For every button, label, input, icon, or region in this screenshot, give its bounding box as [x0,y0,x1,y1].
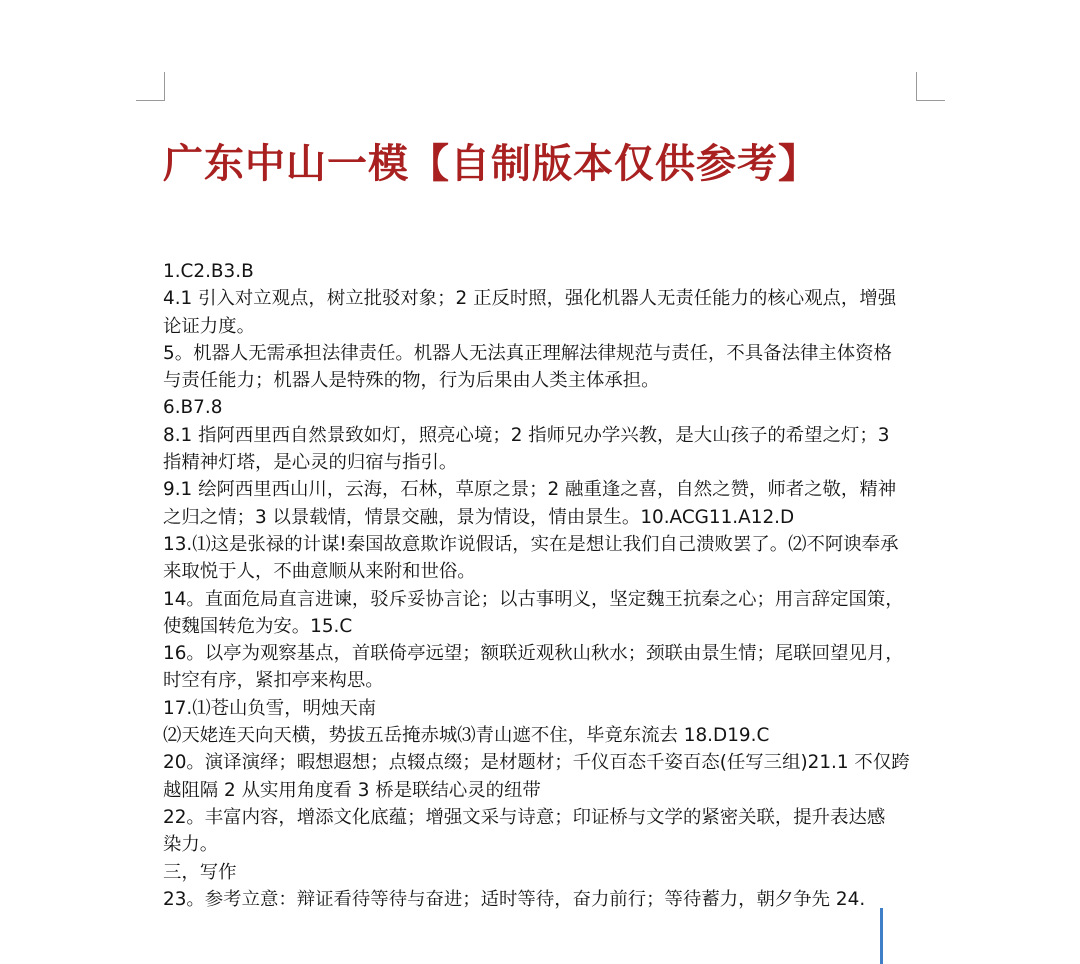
text-line: 5。机器人无需承担法律责任。机器人无法真正理解法律规范与责任，不具备法律主体资格 [163,342,892,364]
text-line: 13.⑴这是张禄的计谋!秦国故意欺诈说假话，实在是想让我们自己溃败罢了。⑵不阿谀奉承 [163,533,899,555]
text-line: 指精神灯塔，是心灵的归宿与指引。 [163,452,458,474]
text-line: 17.⑴苍山负雪，明烛天南 [163,697,377,719]
text-line: 与责任能力；机器人是特殊的物，行为后果由人类主体承担。 [163,370,660,392]
text-line: 染力。 [163,834,219,856]
text-line: 20。演译演绎；暇想遐想；点辍点缀；是材题材；千仪百态千姿百态(任写三组)21.1 不仅跨 [163,752,910,774]
text-line: 时空有序，紧扣亭来构思。 [163,670,384,692]
text-line: 4.1 引入对立观点，树立批驳对象；2 正反时照，强化机器人无责任能力的核心观点，增强 [163,288,897,310]
text-line: 三，写作 [163,861,237,883]
text-line: ⑵天姥连天向天横，势拔五岳掩赤城⑶青山遮不住，毕竟东流去 18.D19.C [163,725,770,747]
text-line: 16。以亭为观察基点，首联倚亭远望；额联近观秋山秋水；颈联由景生情；尾联回望见月， [163,643,904,665]
text-line: 使魏国转危为安。15.C [163,615,353,637]
text-line: 之归之情；3 以景载情，情景交融，景为情设，情由景生。10.ACG11.A12.D [163,506,795,528]
top-left-margin-mark [136,72,165,101]
document-body[interactable] [163,258,923,913]
text-line: 1.C2.B3.B [163,261,254,282]
top-right-margin-mark [916,72,945,101]
text-line: 14。直面危局直言进谏，驳斥妥协言论；以古事明义，坚定魏王抗秦之心；用言辞定国策， [163,588,904,610]
text-line: 8.1 指阿西里西自然景致如灯，照亮心境；2 指师兄办学兴教，是大山孩子的希望之灯；3 [163,424,890,446]
text-line: 越阻隔 2 从实用角度看 3 桥是联结心灵的纽带 [163,779,541,801]
text-line: 22。丰富内容，增添文化底蕴；增强文采与诗意；印证桥与文学的紧密关联，提升表达感 [163,806,886,828]
text-line: 论证力度。 [163,315,255,337]
text-line: 来取悦于人，不曲意顺从来附和世俗。 [163,561,476,583]
text-line: 6.B7.8 [163,397,223,419]
text-cursor [880,908,883,964]
document-title: 广东中山一模【自制版本仅供参考】 [163,141,819,187]
text-line: 23。参考立意：辩证看待等待与奋进；适时等待，奋力前行；等待蓄力，朝夕争先 24. [163,888,866,910]
text-line: 9.1 绘阿西里西山川，云海，石林，草原之景；2 融重逢之喜，自然之赞，师者之敬，精神 [163,479,897,501]
